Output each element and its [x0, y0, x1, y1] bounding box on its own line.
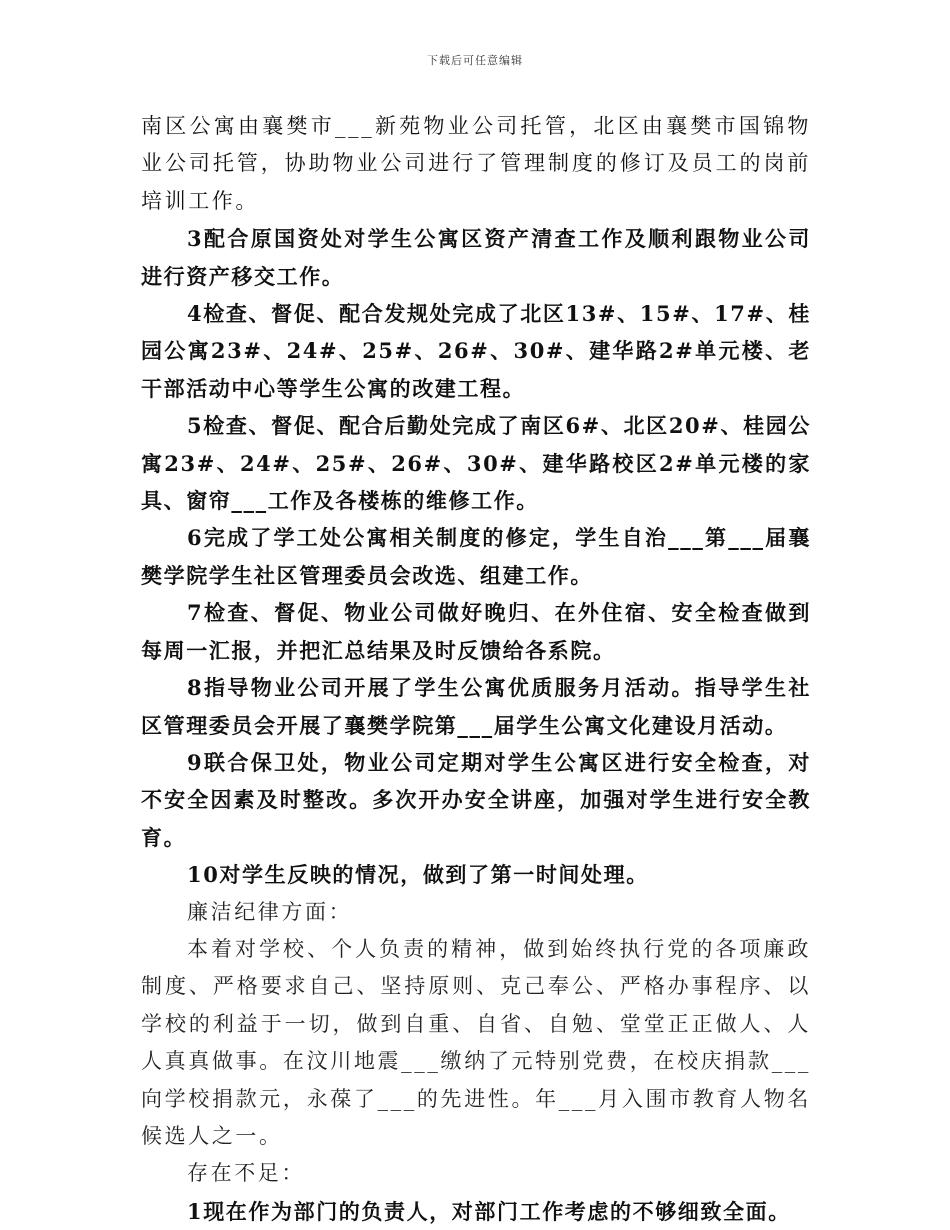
paragraph-item-3: 3配合原国资处对学生公寓区资产清查工作及顺利跟物业公司进行资产移交工作。	[141, 226, 811, 289]
section-heading-shortcomings: 存在不足：	[187, 1161, 305, 1186]
paragraph-item-6: 6完成了学工处公寓相关制度的修定，学生自治___第___届襄樊学院学生社区管理委员会改选、组建工作。	[141, 525, 811, 588]
paragraph-item-4: 4检查、督促、配合发规处完成了北区13#、15#、17#、桂园公寓23#、24#、25#、26#、30#、建华路2#单元楼、老干部活动中心等学生公寓的改建工程。	[141, 301, 811, 401]
paragraph-item-5: 5检查、督促、配合后勤处完成了南区6#、北区20#、桂园公寓23#、24#、25#、26#、30#、建华路校区2#单元楼的家具、窗帘___工作及各楼栋的维修工作。	[141, 413, 811, 514]
paragraph-item-9: 9联合保卫处，物业公司定期对学生公寓区进行安全检查，对不安全因素及时整改。多次开办安全讲座，加强对学生进行安全教育。	[141, 749, 811, 850]
paragraph-item-8: 8指导物业公司开展了学生公寓优质服务月活动。指导学生社区管理委员会开展了襄樊学院第___届学生公寓文化建设月活动。	[141, 675, 811, 738]
page-header: 下载后可任意编辑	[427, 54, 523, 67]
paragraph-item-10: 10对学生反映的情况，做到了第一时间处理。	[187, 862, 649, 888]
paragraph-shortcoming-1: 1现在作为部门的负责人，对部门工作考虑的不够细致全面。	[187, 1198, 791, 1224]
section-heading-integrity: 廉洁纪律方面：	[187, 899, 353, 924]
document-body	[141, 108, 811, 1230]
paragraph-integrity-body: 本着对学校、个人负责的精神，做到始终执行党的各项廉政制度、严格要求自己、坚持原则、克己奉公、严格办事程序、以学校的利益于一切，做到自重、自省、自勉、堂堂正正做人、人人真真做事。在汶川地震___缴纳了元特别党费，在校庆捐款___向学校捐款元，永葆了___的先进性。年___月入围市教育人物名候选人之一。	[141, 936, 811, 1148]
paragraph-apartment-management: 南区公寓由襄樊市___新苑物业公司托管，北区由襄樊市国锦物业公司托管，协助物业公司进行了管理制度的修订及员工的岗前培训工作。	[141, 114, 811, 213]
paragraph-item-7: 7检查、督促、物业公司做好晚归、在外住宿、安全检查做到每周一汇报，并把汇总结果及时反馈给各系院。	[141, 600, 811, 663]
